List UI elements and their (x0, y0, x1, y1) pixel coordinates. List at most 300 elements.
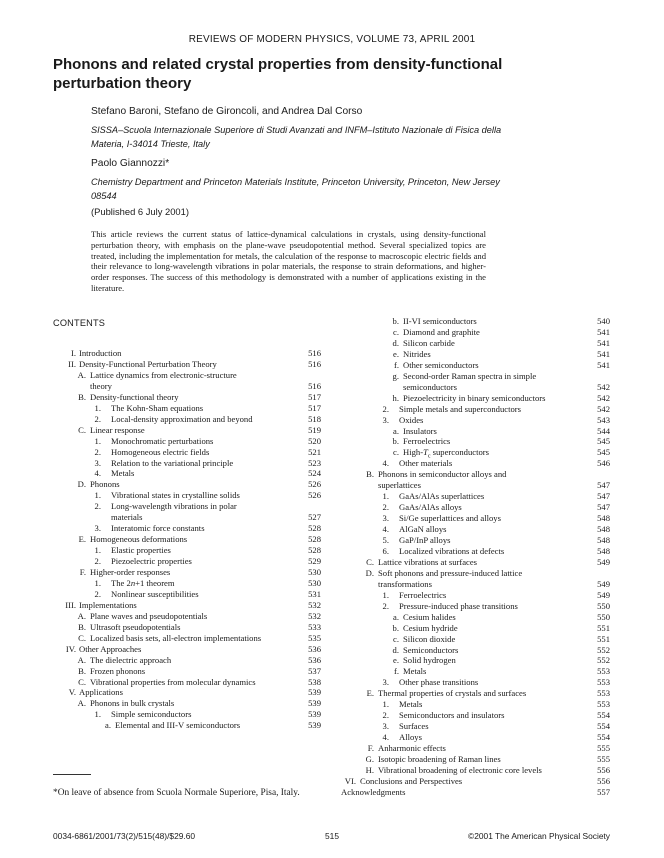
toc-entry-page: 551 (597, 622, 610, 633)
toc-entry (341, 349, 610, 360)
toc-entry-title: Nonlinear susceptibilities (111, 588, 199, 599)
toc-entry-number: A. (77, 654, 86, 665)
toc-entry-page: 528 (308, 534, 321, 545)
toc-entry-page: 530 (308, 577, 321, 588)
toc-entry (341, 623, 610, 634)
toc-entry-page: 530 (308, 567, 321, 577)
toc-entry (53, 578, 321, 589)
toc-entry-page: 542 (597, 403, 610, 414)
toc-entry-title: Insulators (403, 425, 437, 436)
toc-entry-number: 4. (382, 524, 389, 535)
toc-entry-number: C. (78, 676, 86, 687)
toc-entry-page: 553 (597, 699, 610, 710)
toc-entry-number: g. (392, 370, 399, 381)
toc-entry (341, 645, 610, 656)
toc-entry-number: c. (393, 633, 399, 644)
toc-entry-number: B. (78, 621, 86, 632)
toc-entry-title: GaAs/AlAs superlattices (399, 491, 485, 502)
toc-entry-page: 549 (597, 589, 610, 600)
toc-entry-page: 545 (597, 436, 610, 447)
toc-entry (341, 327, 610, 338)
toc-entry-title: Isotopic broadening of Raman lines (378, 754, 501, 764)
toc-entry-title: Lattice dynamics from electronic-structure (90, 369, 237, 380)
toc-entry-title: Localized basis sets, all-electron implementations (90, 632, 262, 643)
toc-entry (53, 589, 321, 600)
toc-entry-number: 6. (382, 545, 389, 556)
toc-entry-page: 516 (308, 380, 321, 391)
toc-entry (53, 436, 321, 447)
toc-entry (341, 612, 610, 623)
toc-entry-page: 556 (597, 764, 610, 775)
toc-entry-number: 3. (94, 523, 101, 534)
toc-entry-title: Implementations (79, 599, 137, 610)
toc-entry-number: B. (78, 665, 86, 676)
toc-entry-title: Elemental and III-V semiconductors (115, 720, 241, 731)
toc-entry (341, 415, 610, 426)
toc-entry-number: 2. (94, 556, 101, 567)
toc-entry-number: 1. (94, 545, 101, 556)
toc-entry-number: 3. (94, 457, 101, 468)
toc-entry (341, 426, 610, 437)
toc-entry (53, 447, 321, 458)
toc-entry-title: Metals (111, 468, 135, 479)
toc-entry (53, 556, 321, 567)
toc-entry-title: Semiconductors (403, 644, 459, 655)
toc-entry-page: 529 (308, 556, 321, 567)
toc-entry-title: Introduction (79, 348, 122, 358)
toc-entry-number: E. (366, 688, 374, 699)
footer-copyright: ©2001 The American Physical Society (468, 831, 610, 841)
toc-entry-page: 548 (597, 545, 610, 556)
toc-entry (341, 316, 610, 327)
toc-entry-page: 553 (597, 688, 610, 699)
toc-entry-number: C. (366, 556, 374, 567)
toc-entry (53, 458, 321, 469)
toc-entry-title: Anharmonic effects (378, 743, 446, 754)
toc-entry-number: 2. (94, 446, 101, 457)
footer-page-number: 515 (325, 831, 339, 841)
toc-entry-title: Soft phonons and pressure-induced lattice (378, 567, 523, 578)
toc-entry-number: d. (392, 337, 399, 348)
toc-entry-title: GaAs/AlAs alloys (399, 502, 462, 513)
toc-entry (341, 546, 610, 557)
toc-entry (341, 338, 610, 349)
toc-entry-number: 3. (382, 414, 389, 425)
toc-entry-title: Nitrides (403, 348, 431, 359)
toc-entry-title: Si/Ge superlattices and alloys (399, 513, 501, 524)
toc-entry-title: Linear response (90, 424, 145, 435)
toc-entry (53, 567, 321, 578)
toc-entry-page: 555 (597, 754, 610, 764)
toc-entry (341, 754, 610, 765)
toc-entry-page: 535 (308, 632, 321, 643)
toc-entry-title: Other phase transitions (399, 677, 479, 688)
toc-entry-title: Long-wavelength vibrations in polar (111, 501, 237, 512)
toc-entry-page: 519 (308, 424, 321, 435)
toc-entry (341, 371, 610, 382)
toc-entry-number: F. (367, 743, 374, 754)
toc-entry (53, 698, 321, 709)
toc-entry-number: F. (79, 567, 86, 577)
toc-entry (341, 360, 610, 371)
toc-entry-number: 2. (382, 403, 389, 414)
toc-entry-title: semiconductors (403, 381, 457, 392)
toc-entry-page: 520 (308, 435, 321, 446)
toc-entry-page: 547 (597, 502, 610, 513)
toc-entry-title: Interatomic force constants (111, 523, 205, 534)
toc-entry-number: 5. (382, 535, 389, 545)
toc-entry-page: 539 (308, 709, 321, 720)
toc-entry-page: 542 (597, 381, 610, 392)
toc-entry (341, 557, 610, 568)
toc-entry-page: 551 (597, 633, 610, 644)
toc-entry-page: 552 (597, 644, 610, 655)
toc-entry-page: 527 (308, 512, 321, 523)
toc-entry (53, 512, 321, 523)
toc-entry-title: Phonons (90, 479, 120, 490)
toc-entry-page: 517 (308, 402, 321, 413)
toc-entry-title: Relation to the variational principle (111, 457, 234, 468)
toc-entry (341, 382, 610, 393)
toc-entry-page: 554 (597, 721, 610, 732)
toc-entry-title: Cesium hydride (403, 622, 458, 633)
toc-entry-number: 1. (382, 589, 389, 600)
toc-entry-number: B. (78, 391, 86, 402)
toc-entry (53, 490, 321, 501)
toc-entry-number: 2. (94, 413, 101, 424)
toc-entry-title: The dielectric approach (90, 654, 172, 665)
toc-entry-page: 542 (597, 392, 610, 403)
toc-entry-title: superlattices (378, 480, 421, 491)
toc-entry-number: C. (78, 424, 86, 435)
toc-entry (53, 633, 321, 644)
toc-entry (341, 447, 610, 461)
toc-entry (341, 699, 610, 710)
toc-entry-number: 1. (94, 402, 101, 413)
toc-entry (341, 655, 610, 666)
toc-entry-title: Ferroelectrics (403, 436, 451, 447)
toc-entry-title: Alloys (399, 732, 422, 743)
toc-entry-page: 556 (597, 775, 610, 786)
toc-entry-number: 3. (382, 677, 389, 688)
toc-entry-number: 4. (382, 732, 389, 743)
toc-entry-title: Oxides (399, 414, 424, 425)
toc-entry (53, 644, 321, 655)
toc-entry (341, 568, 610, 579)
toc-entry (53, 392, 321, 403)
toc-entry-page: 549 (597, 556, 610, 567)
toc-entry-number: c. (393, 447, 399, 458)
toc-entry-number: 1. (94, 709, 101, 720)
toc-entry-page: 533 (308, 621, 321, 632)
author-list-1: Stefano Baroni, Stefano de Gironcoli, and Andrea Dal Corso (91, 106, 363, 117)
toc-entry-number: a. (393, 425, 399, 436)
toc-entry-number: 4. (94, 468, 101, 479)
toc-entry-page: 539 (308, 698, 321, 709)
toc-entry-number: 1. (94, 490, 101, 501)
toc-entry-page: 541 (597, 326, 610, 337)
toc-entry-page: 554 (597, 710, 610, 721)
toc-entry (53, 414, 321, 425)
toc-entry-page: 541 (597, 337, 610, 348)
toc-entry-page: 521 (308, 446, 321, 457)
toc-entry-title: Semiconductors and insulators (399, 710, 505, 721)
toc-entry (53, 600, 321, 611)
toc-entry-title: Monochromatic perturbations (111, 435, 214, 446)
toc-entry-number: 1. (382, 699, 389, 710)
toc-entry-title: Simple semiconductors (111, 709, 192, 720)
toc-entry-page: 532 (308, 610, 321, 621)
toc-entry-page: 548 (597, 524, 610, 535)
toc-entry-title: Plane waves and pseudopotentials (90, 610, 208, 621)
toc-entry-number: d. (392, 644, 399, 655)
toc-entry-title: The Kohn-Sham equations (111, 402, 204, 413)
toc-entry-title: Lattice vibrations at surfaces (378, 556, 478, 567)
toc-entry-page: 548 (597, 535, 610, 545)
toc-entry-number: A. (77, 698, 86, 709)
toc-entry (53, 655, 321, 666)
toc-entry-number: b. (392, 436, 399, 447)
toc-entry-number: 2. (94, 588, 101, 599)
toc-entry (341, 743, 610, 754)
toc-entry-number: D. (77, 479, 86, 490)
toc-entry-title: Other Approaches (79, 643, 142, 654)
toc-entry-page: 553 (597, 666, 610, 677)
toc-entry (53, 370, 321, 381)
toc-entry (341, 513, 610, 524)
toc-entry-number: 1. (382, 491, 389, 502)
toc-entry-page: 524 (308, 468, 321, 479)
toc-entry (53, 687, 321, 698)
toc-entry (341, 765, 610, 776)
toc-entry-number: 1. (94, 435, 101, 446)
toc-entry (53, 720, 321, 731)
toc-entry-title: materials (111, 512, 143, 523)
toc-entry-number: E. (78, 534, 86, 545)
toc-entry-page: 545 (597, 447, 610, 458)
toc-entry-title: Elastic properties (111, 545, 171, 556)
toc-entry-title: Vibrational properties from molecular dynamics (90, 676, 256, 687)
abstract: This article reviews the current status of lattice-dynamical calculations in crystals, using density-functional perturbation theory, with emphasis on the plane-wave pseudopotential method. Several specialized topics are treated, including the implementation for metals, the calculation of the response to macroscopic electric fields and their relevance to long-wavelength vibrations in polar materials, the response to strain deformations, and higher-order responses. The success of this methodology is demonstrated with a number of applications existing in the literature. (91, 229, 486, 293)
toc-entry-title: Homogeneous electric fields (111, 446, 210, 457)
toc-entry-number: 1. (94, 577, 101, 588)
toc-entry-page: 541 (597, 359, 610, 370)
affiliation-2: Chemistry Department and Princeton Materials Institute, Princeton University, Princeton, New Jersey 08544 (91, 177, 500, 201)
toc-entry-number: 2. (382, 600, 389, 611)
toc-entry-page: 547 (597, 491, 610, 502)
toc-entry-number: a. (105, 720, 111, 731)
toc-entry (53, 479, 321, 490)
toc-entry (341, 710, 610, 721)
toc-entry (341, 393, 610, 404)
toc-entry (53, 381, 321, 392)
toc-entry-number: 2. (94, 501, 101, 512)
toc-entry-title: Diamond and graphite (403, 326, 480, 337)
toc-entry (341, 688, 610, 699)
toc-entry-number: b. (392, 622, 399, 633)
toc-entry-page: 536 (308, 643, 321, 654)
toc-entry-page: 553 (597, 677, 610, 688)
toc-entry-page: 555 (597, 743, 610, 754)
footer-article-code: 0034-6861/2001/73(2)/515(48)/$29.60 (53, 831, 196, 841)
toc-entry (53, 611, 321, 622)
toc-entry-title: Metals (399, 699, 423, 710)
toc-entry-number: 2. (382, 502, 389, 513)
toc-entry-page: 518 (308, 413, 321, 424)
toc-entry-title: Homogeneous deformations (90, 534, 188, 545)
toc-entry-title: II-VI semiconductors (403, 316, 477, 326)
toc-entry-title: Silicon dioxide (403, 633, 456, 644)
toc-entry (53, 534, 321, 545)
toc-entry (341, 787, 610, 798)
toc-entry (341, 469, 610, 480)
toc-entry (341, 590, 610, 601)
toc-entry-number: f. (393, 359, 399, 370)
toc-entry-number: II. (68, 358, 76, 369)
toc-entry-number: 3. (382, 721, 389, 732)
toc-entry-number: IV. (65, 643, 76, 654)
journal-header: REVIEWS OF MODERN PHYSICS, VOLUME 73, APRIL 2001 (188, 34, 476, 45)
toc-entry (341, 579, 610, 590)
toc-entry-page: 537 (308, 665, 321, 676)
toc-entry (53, 425, 321, 436)
toc-entry-number: I. (70, 348, 76, 358)
toc-entry-title: transformations (378, 578, 432, 589)
toc-entry-page: 546 (597, 458, 610, 469)
toc-entry (53, 468, 321, 479)
toc-entry-number: H. (365, 764, 374, 775)
affiliation-1: SISSA–Scuola Internazionale Superiore di Studi Avanzati and INFM–Istituto Nazionale di Fisica della Materia, I-34014 Trieste, Italy (91, 125, 502, 149)
article-title: Phonons and related crystal properties from density-functional perturbation theory (53, 56, 503, 92)
toc-entry-number: C. (78, 632, 86, 643)
toc-entry-title: Applications (79, 687, 123, 698)
toc-entry-number: G. (365, 754, 374, 764)
toc-entry-page: 517 (308, 391, 321, 402)
toc-entry-title: Other semiconductors (403, 359, 479, 370)
toc-entry (53, 523, 321, 534)
toc-entry-page: 539 (308, 720, 321, 731)
toc-entry-title: Density-Functional Perturbation Theory (79, 358, 217, 369)
toc-entry (341, 666, 610, 677)
toc-entry-title: High-$T_c$ superconductors (403, 447, 489, 461)
toc-entry-page: 538 (308, 676, 321, 687)
toc-entry-page: 543 (597, 414, 610, 425)
toc-entry-title: Piezoelectricity in binary semiconductors (403, 392, 546, 403)
contents-heading: CONTENTS (53, 318, 106, 328)
toc-entry-number: 3. (382, 513, 389, 524)
toc-entry-title: Phonons in semiconductor alloys and (378, 469, 507, 480)
toc-entry (53, 403, 321, 414)
toc-entry-title: Solid hydrogen (403, 655, 456, 666)
toc-entry (53, 501, 321, 512)
toc-entry-title: Ferroelectrics (399, 589, 447, 600)
author-list-2: Paolo Giannozzi* (91, 158, 170, 169)
toc-entry-number: B. (366, 469, 374, 480)
toc-entry-title: Piezoelectric properties (111, 556, 192, 567)
toc-entry-title: Phonons in bulk crystals (90, 698, 175, 709)
toc-entry-title: Silicon carbide (403, 337, 455, 348)
toc-entry-title: Vibrational broadening of electronic core levels (378, 764, 542, 775)
toc-entry-title: GaP/InP alloys (399, 535, 451, 545)
toc-entry-page: 540 (597, 316, 610, 326)
toc-entry-page: 531 (308, 588, 321, 599)
toc-entry-number: D. (365, 567, 374, 578)
toc-entry-title: Second-order Raman spectra in simple (403, 370, 537, 381)
toc-entry-title: theory (90, 380, 112, 391)
toc-entry (53, 709, 321, 720)
toc-entry (341, 458, 610, 469)
toc-entry-number: h. (392, 392, 399, 403)
toc-entry-page: 548 (597, 513, 610, 524)
toc-entry (341, 601, 610, 612)
toc-entry-page: 526 (308, 479, 321, 490)
toc-entry-title: Frozen phonons (90, 665, 146, 676)
toc-entry (341, 535, 610, 546)
toc-entry-title: Cesium halides (403, 611, 456, 622)
toc-entry-title: Metals (403, 666, 427, 677)
toc-entry-number: A. (77, 369, 86, 380)
toc-entry-title: Vibrational states in crystalline solids (111, 490, 240, 501)
toc-entry-number: VI. (344, 775, 356, 786)
toc-entry-page: 550 (597, 600, 610, 611)
toc-entry (341, 776, 610, 787)
footnote-divider (53, 774, 91, 775)
toc-entry-page: 557 (597, 786, 610, 797)
toc-entry (341, 491, 610, 502)
toc-entry-number: a. (393, 611, 399, 622)
toc-entry (341, 502, 610, 513)
toc-entry-number: b. (392, 316, 399, 326)
toc-entry (53, 348, 321, 359)
toc-entry-page: 516 (308, 358, 321, 369)
toc-entry-title: Higher-order responses (90, 567, 171, 577)
toc-entry-page: 539 (308, 687, 321, 698)
toc-entry-title: Pressure-induced phase transitions (399, 600, 518, 611)
toc-entry-page: 516 (308, 348, 321, 358)
toc-entry-page: 544 (597, 425, 610, 436)
toc-entry-number: A. (77, 610, 86, 621)
toc-entry-number: III. (65, 599, 76, 610)
toc-entry-page: 528 (308, 545, 321, 556)
toc-entry (341, 524, 610, 535)
toc-entry-page: 554 (597, 732, 610, 743)
toc-entry-page: 552 (597, 655, 610, 666)
toc-entry-title: Acknowledgments (341, 786, 406, 797)
toc-entry-page: 532 (308, 599, 321, 610)
toc-entry-title: Ultrasoft pseudopotentials (90, 621, 181, 632)
toc-entry (341, 480, 610, 491)
toc-entry (341, 677, 610, 688)
toc-entry (341, 404, 610, 415)
toc-entry (341, 634, 610, 645)
toc-entry-number: e. (393, 348, 399, 359)
toc-entry-number: c. (393, 326, 399, 337)
toc-entry (53, 677, 321, 688)
toc-entry-title: Surfaces (399, 721, 429, 732)
toc-entry-page: 547 (597, 480, 610, 491)
toc-entry-title: The 2n+1 theorem (111, 577, 175, 588)
toc-entry-title: Other materials (399, 458, 453, 469)
toc-entry (341, 721, 610, 732)
toc-entry-page: 549 (597, 578, 610, 589)
toc-entry (53, 666, 321, 677)
toc-entry-page: 541 (597, 348, 610, 359)
toc-entry-page: 526 (308, 490, 321, 501)
toc-entry-title: Density-functional theory (90, 391, 179, 402)
toc-entry (53, 545, 321, 556)
toc-entry-page: 550 (597, 611, 610, 622)
toc-entry-title: Simple metals and superconductors (399, 403, 521, 414)
